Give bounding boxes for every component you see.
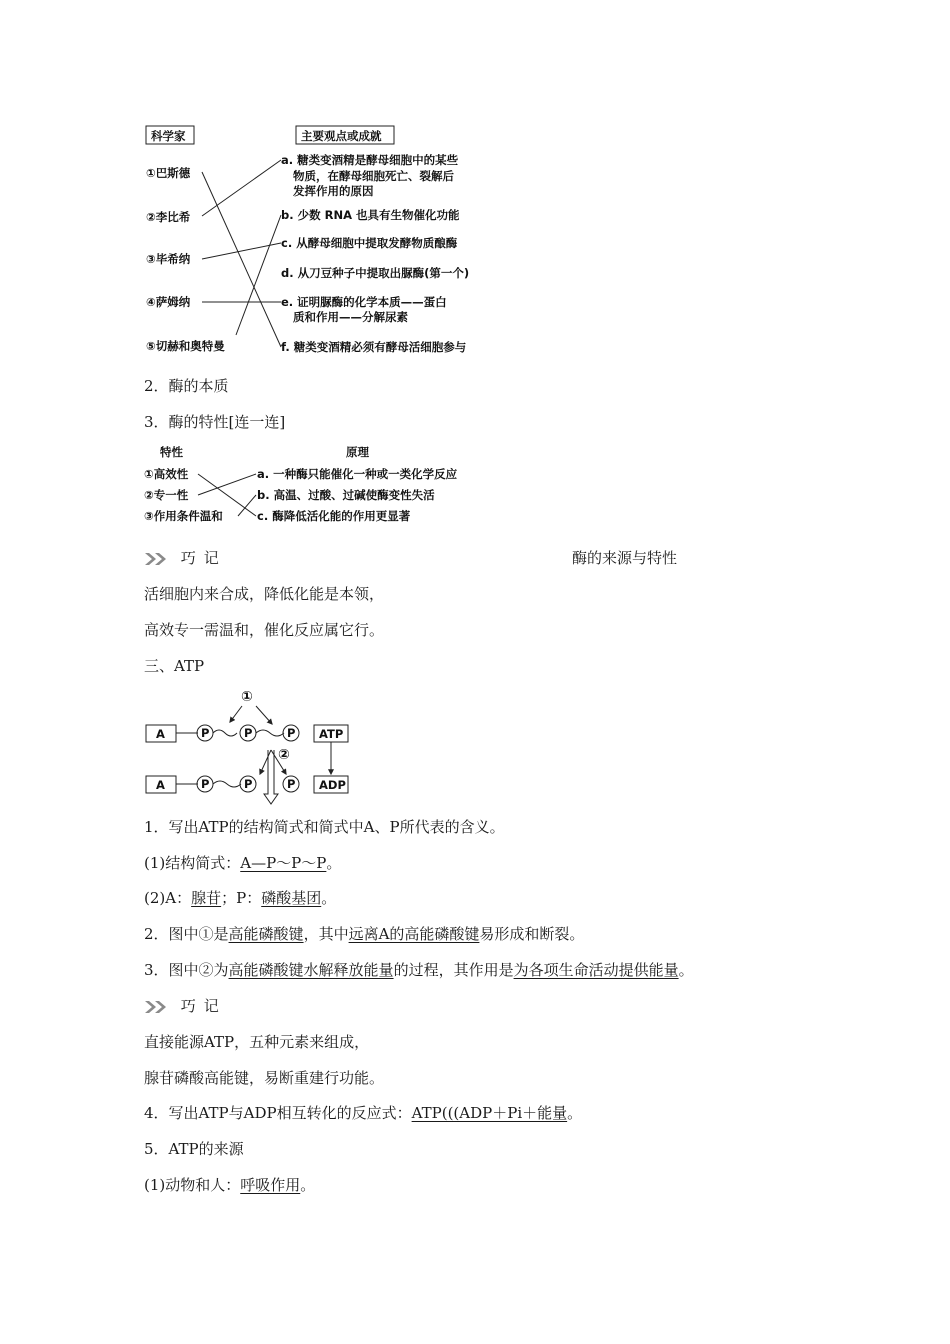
tip-label-1: 巧记 [180,549,227,567]
adp-label: ADP [319,778,346,792]
answer-1a-suffix: 。 [326,854,342,872]
adenosine-label-2: A [156,778,165,792]
header-left: 科学家 [151,129,186,143]
tip-title-1: 酶的来源与特性 [572,549,678,567]
question-4 [144,1103,582,1123]
scientist-1: ①巴斯德 [146,166,191,180]
section-enzyme-nature: 2．酶的本质 [144,377,229,395]
achievement-e-2: 质和作用——分解尿素 [293,310,408,324]
matching-lines [202,160,281,347]
answer-1b [144,888,336,908]
scientist-5: ⑤切赫和奥特曼 [146,339,225,353]
scientist-2: ②李比希 [146,210,191,224]
adenosine-label-1: A [156,727,165,741]
scientist-4: ④萨姆纳 [146,295,191,309]
section-enzyme-properties: 3．酶的特性[连一连] [144,413,286,431]
tip-line-1-1: 活细胞内来合成，降低化能是本领， [144,585,385,603]
p-label-1-3: P [287,726,296,740]
question-5: 5．ATP的来源 [144,1140,244,1158]
q2-mid: ，其中 [303,925,349,943]
principle-c: c. 酶降低活化能的作用更显著 [257,509,411,523]
achievement-a-3: 发挥作用的原因 [293,184,374,198]
answer-1b-phosphate: 磷酸基团 [261,889,322,907]
property-3: ③作用条件温和 [144,509,223,523]
marker-1: ① [241,689,253,705]
q5a-answer: 呼吸作用 [240,1176,301,1194]
q3-suffix: 。 [678,961,694,979]
q3-answer-2: 为各项生命活动提供能量 [513,961,679,979]
q4-prefix: 4．写出ATP与ADP相互转化的反应式： [144,1104,412,1122]
q5a-suffix: 。 [300,1176,316,1194]
answer-1a [144,853,341,873]
achievement-e-1: e. 证明脲酶的化学本质——蛋白 [281,295,447,309]
property-2: ②专一性 [144,488,189,502]
tip-header-2 [144,996,227,1016]
answer-1b-suffix: 。 [321,889,337,907]
answer-1a-prefix: (1)结构简式： [144,854,241,872]
p-label-2-3: P [287,777,296,791]
q2-suffix: 易形成和断裂。 [479,925,585,943]
question-1: 1．写出ATP的结构简式和简式中A、P所代表的含义。 [144,818,505,836]
p-label-1-2: P [244,726,253,740]
answer-1b-mid: ；P： [221,889,262,907]
tip-line-2-2: 腺苷磷酸高能键，易断重建行功能。 [144,1069,385,1087]
tip-label-2: 巧记 [180,997,227,1015]
tip-line-2-1: 直接能源ATP，五种元素来组成， [144,1033,370,1051]
double-chevron-icon [144,551,170,567]
atp-structure-figure [140,684,360,808]
p-label-1-1: P [201,726,210,740]
q5a-prefix: (1)动物和人： [144,1176,241,1194]
achievement-c: c. 从酵母细胞中提取发酵物质酿酶 [281,236,458,250]
answer-1b-prefix: (2)A： [144,889,192,907]
fig2-header-left: 特性 [160,445,183,459]
q3-answer-1: 高能磷酸键水解释放能量 [228,961,394,979]
q3-mid: 的过程，其作用是 [393,961,514,979]
header-right: 主要观点或成就 [301,129,382,143]
achievement-f: f. 糖类变酒精必须有酵母活细胞参与 [281,340,467,354]
answer-1b-adenosine: 腺苷 [191,889,222,907]
q3-prefix: 3．图中②为 [144,961,229,979]
achievement-a-2: 物质，在酵母细胞死亡、裂解后 [293,169,454,183]
q2-answer-2: 远离A的高能磷酸键 [348,925,480,943]
tip-line-1-2: 高效专一需温和，催化反应属它行。 [144,621,385,639]
principle-a: a. 一种酶只能催化一种或一类化学反应 [257,467,458,481]
question-2 [144,924,584,944]
answer-1a-formula: A—P～P～P [240,854,327,872]
property-1: ①高效性 [144,467,189,481]
fig2-header-right: 原理 [346,445,369,459]
scientist-3: ③毕希纳 [146,252,191,266]
achievement-b: b. 少数 RNA 也具有生物催化功能 [281,208,460,222]
atp-label: ATP [319,727,344,741]
question-3 [144,960,694,980]
p-label-2-1: P [201,777,210,791]
principle-b: b. 高温、过酸、过碱使酶变性失活 [257,488,435,502]
q4-answer: ATP(((ADP＋Pi＋能量 [411,1104,568,1122]
double-chevron-icon [144,999,170,1015]
achievement-d: d. 从刀豆种子中提取出脲酶(第一个) [281,266,470,280]
q2-prefix: 2．图中①是 [144,925,229,943]
p-label-2-2: P [244,777,253,791]
answer-5a [144,1175,315,1195]
scientist-matching-figure [140,120,500,360]
achievement-a-1: a. 糖类变酒精是酵母细胞中的某些 [281,153,459,167]
marker-2: ② [278,747,290,763]
properties-matching-figure [140,440,500,530]
tip-header-1 [144,548,227,568]
q4-suffix: 。 [567,1104,583,1122]
section-atp-heading: 三、ATP [144,657,205,675]
q2-answer-1: 高能磷酸键 [228,925,304,943]
